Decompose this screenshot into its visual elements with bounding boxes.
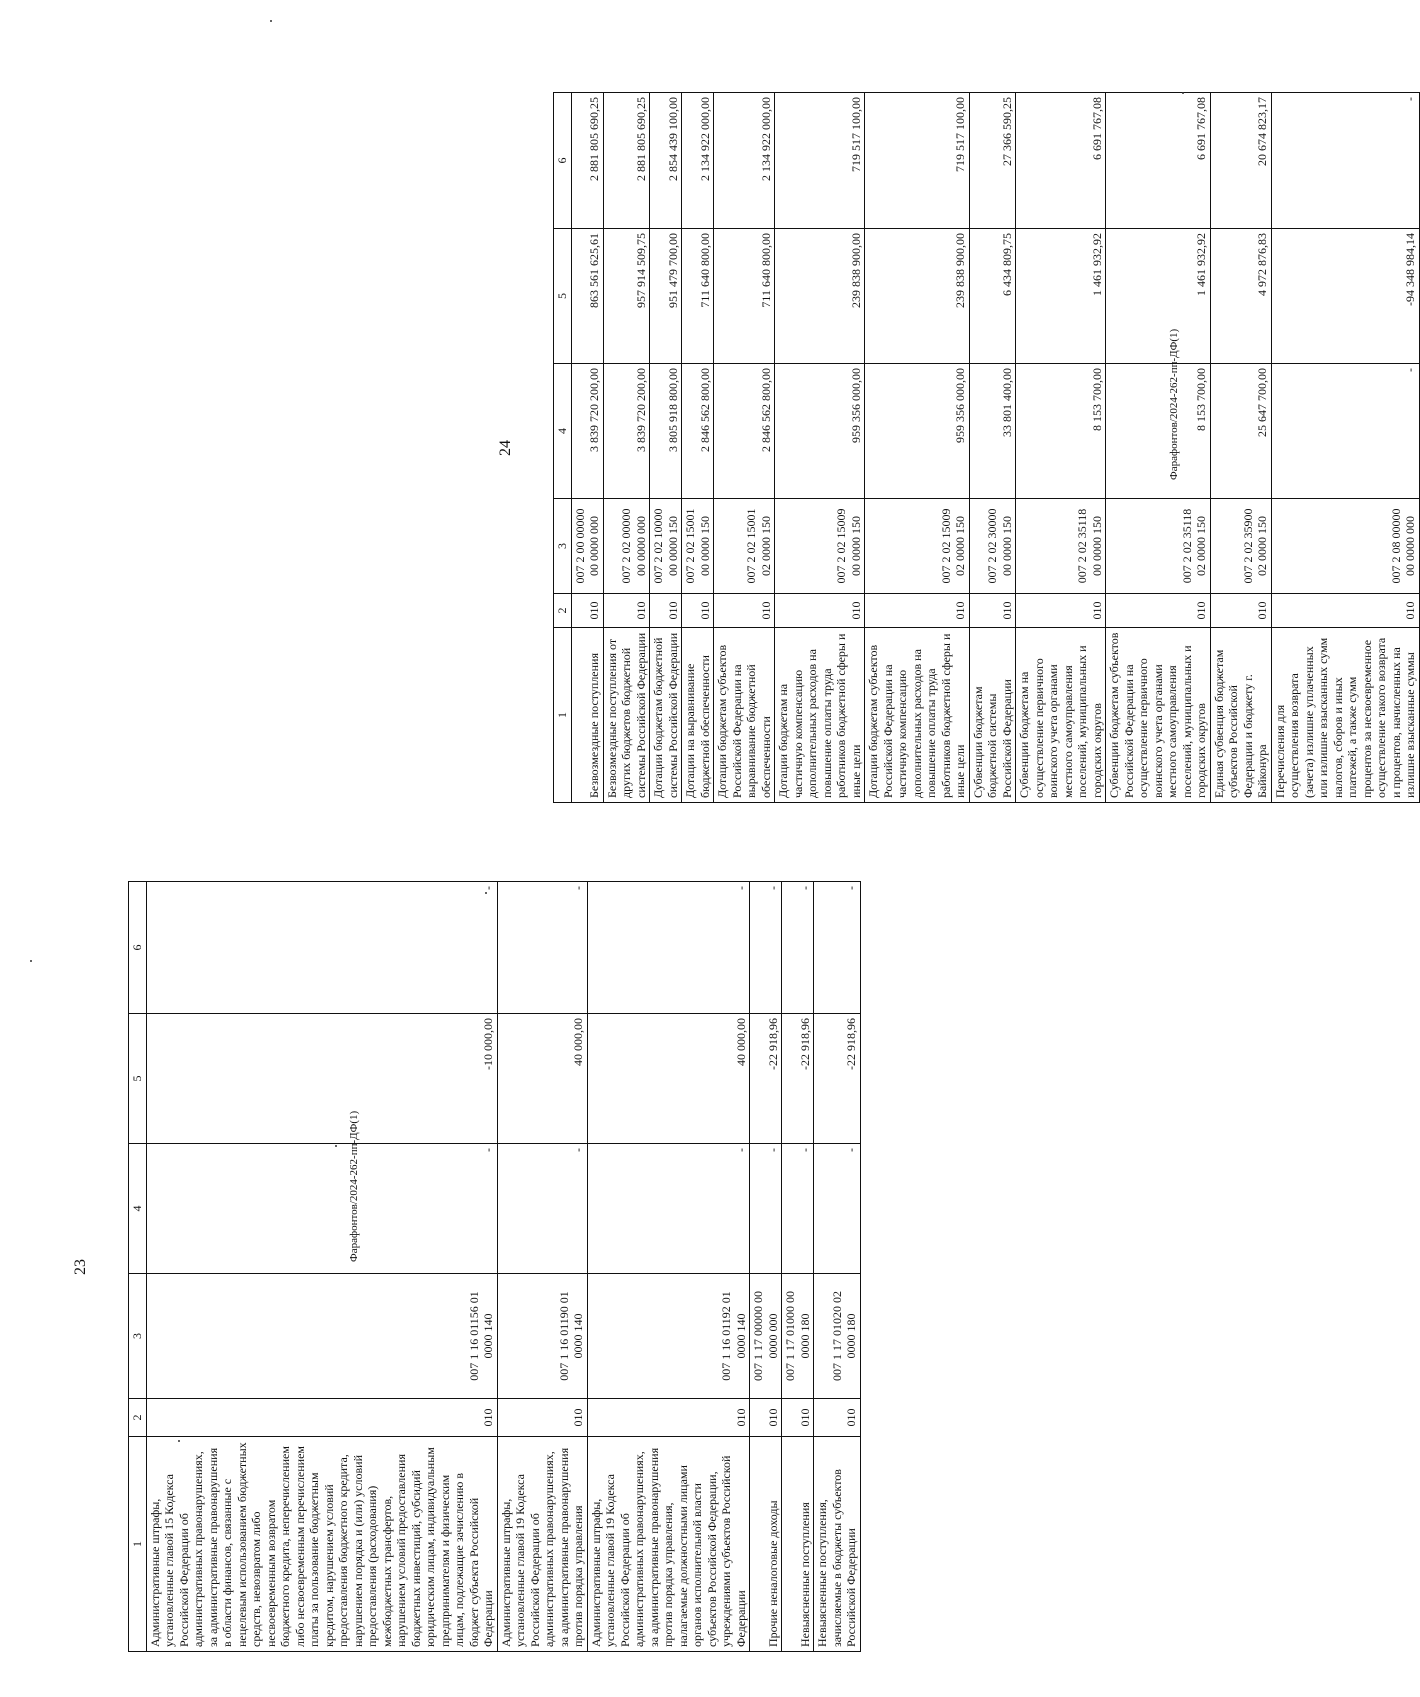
row-prev: 719 517 100,00 [775, 93, 865, 229]
scan-speck [335, 1145, 337, 1147]
col-header: 5 [554, 229, 572, 364]
row-name: Субвенции бюджетам на осуществление первичного воинского учета органами местного самоуправления поселений, муниципальных и городских округов [1016, 628, 1106, 803]
row-executed: 239 838 900,00 [775, 229, 865, 364]
document-footer: Фарафонтов/2024-262-пп-ДФ(1) [1168, 328, 1180, 480]
row-code: 010 [714, 594, 775, 628]
row-executed: 951 479 700,00 [650, 229, 682, 364]
row-prev: 2 881 805 690,25 [603, 93, 650, 229]
row-plan: 959 356 000,00 [865, 364, 970, 499]
row-name: Дотации на выравнивание бюджетной обеспеченности [682, 628, 714, 803]
page-24 [497, 93, 1420, 803]
col-header: 4 [554, 364, 572, 499]
table-row [146, 882, 497, 1652]
col-header: 1 [129, 1437, 147, 1652]
row-executed: 1 461 932,92 [1016, 229, 1106, 364]
scan-speck [485, 892, 487, 894]
row-executed: 863 561 625,61 [571, 229, 603, 364]
row-plan: 25 647 700,00 [1210, 364, 1271, 499]
row-prev: - [814, 882, 861, 1014]
row-kbk: 007 1 16 01190 01 0000 140 [497, 1274, 587, 1399]
col-header: 3 [129, 1274, 147, 1399]
row-name: Безвозмездные поступления от других бюджетов бюджетной системы Российской Федерации [603, 628, 650, 803]
row-executed: 239 838 900,00 [865, 229, 970, 364]
row-kbk: 007 2 08 00000 00 0000 000 [1271, 499, 1419, 594]
row-prev: 6 691 767,08 [1016, 93, 1106, 229]
table-row [782, 882, 814, 1652]
row-executed: -10 000,00 [146, 1014, 497, 1144]
row-name: Субвенции бюджетам бюджетной системы Российской Федерации [969, 628, 1016, 803]
row-plan: 3 839 720 200,00 [571, 364, 603, 499]
table-row [1271, 93, 1419, 803]
row-code: 010 [603, 594, 650, 628]
row-code: 010 [750, 1399, 782, 1437]
row-name: Дотации бюджетам на частичную компенсацию дополнительных расходов на повышение оплаты труда работников бюджетной сферы и иные цели [775, 628, 865, 803]
row-prev: 2 881 805 690,25 [571, 93, 603, 229]
page-number: 23 [72, 1259, 89, 1275]
scan-speck [270, 20, 272, 22]
row-code: 010 [1106, 594, 1211, 628]
row-code: 010 [865, 594, 970, 628]
row-prev: - [587, 882, 750, 1014]
row-prev: - [146, 882, 497, 1014]
table-row [969, 93, 1016, 803]
row-executed: 40 000,00 [587, 1014, 750, 1144]
table-row [1210, 93, 1271, 803]
row-code: 010 [775, 594, 865, 628]
page-23 [72, 882, 861, 1652]
row-name: Единая субвенция бюджетам субъектов Российской Федерации и бюджету г. Байконура [1210, 628, 1271, 803]
col-header: 6 [129, 882, 147, 1014]
row-prev: 6 691 767,08 [1106, 93, 1211, 229]
row-code: 010 [969, 594, 1016, 628]
row-prev: 20 674 823,17 [1210, 93, 1271, 229]
row-kbk: 007 2 02 15001 00 0000 150 [682, 499, 714, 594]
col-header: 1 [554, 628, 572, 803]
row-name: Перечисления для осуществления возврата (зачета) излишне уплаченных или излишне взысканных сумм налогов, сборов и иных платежей, а также сумм процентов за несвоевременное осуществление такого возврата и процентов, начисленных на излишне взысканные суммы [1271, 628, 1419, 803]
row-plan: - [750, 1144, 782, 1274]
scan-speck [30, 960, 32, 962]
col-header: 2 [129, 1399, 147, 1437]
row-executed: 711 640 800,00 [714, 229, 775, 364]
row-kbk: 007 2 02 00000 00 0000 000 [603, 499, 650, 594]
table-row [571, 93, 603, 803]
row-name: Дотации бюджетам бюджетной системы Российской Федерации [650, 628, 682, 803]
row-plan: - [587, 1144, 750, 1274]
table-row [1106, 93, 1211, 803]
row-executed: -94 348 984,14 [1271, 229, 1419, 364]
row-name: Дотации бюджетам субъектов Российской Федерации на частичную компенсацию дополнительных расходов на повышение оплаты труда работников бюджетной сферы и иные цели [865, 628, 970, 803]
revenue-table [553, 92, 1420, 803]
table-row [650, 93, 682, 803]
row-kbk: 007 1 17 01000 00 0000 180 [782, 1274, 814, 1399]
row-prev: 2 854 439 100,00 [650, 93, 682, 229]
row-plan: 8 153 700,00 [1016, 364, 1106, 499]
row-plan: 33 801 400,00 [969, 364, 1016, 499]
row-executed: -22 918,96 [814, 1014, 861, 1144]
row-plan: - [146, 1144, 497, 1274]
row-plan: 2 846 562 800,00 [682, 364, 714, 499]
row-code: 010 [587, 1399, 750, 1437]
scan-speck [178, 1440, 180, 1442]
col-header: 3 [554, 499, 572, 594]
row-kbk: 007 2 02 15009 00 0000 150 [775, 499, 865, 594]
table-row [714, 93, 775, 803]
row-name: Невыясненные поступления [782, 1437, 814, 1652]
row-plan: 3 839 720 200,00 [603, 364, 650, 499]
row-name: Административные штрафы, установленные главой 19 Кодекса Российской Федерации об административных правонарушениях, за административные правонарушения против порядка управления [497, 1437, 587, 1652]
row-kbk: 007 2 02 35118 02 0000 150 [1106, 499, 1211, 594]
table-row [603, 93, 650, 803]
table-row [775, 93, 865, 803]
row-plan: 3 805 918 800,00 [650, 364, 682, 499]
document-footer: Фарафонтов/2024-262-пп-ДФ(1) [348, 1110, 360, 1262]
row-kbk: 007 1 16 01192 01 0000 140 [587, 1274, 750, 1399]
row-kbk: 007 2 02 35118 00 0000 150 [1016, 499, 1106, 594]
row-executed: 6 434 809,75 [969, 229, 1016, 364]
row-name: Невыясненные поступления, зачисляемые в бюджеты субъектов Российской Федерации [814, 1437, 861, 1652]
row-kbk: 007 2 02 15001 02 0000 150 [714, 499, 775, 594]
row-name: Субвенции бюджетам субъектов Российской Федерации на осуществление первичного воинского учета органами местного самоуправления поселений, муниципальных и городских округов [1106, 628, 1211, 803]
table-row [814, 882, 861, 1652]
row-executed: 40 000,00 [497, 1014, 587, 1144]
table-row [682, 93, 714, 803]
table-row [497, 882, 587, 1652]
table-header-row [554, 93, 572, 803]
row-kbk: 007 2 02 10000 00 0000 150 [650, 499, 682, 594]
page-number: 24 [497, 440, 514, 456]
row-kbk: 007 1 17 01020 02 0000 180 [814, 1274, 861, 1399]
row-prev: - [497, 882, 587, 1014]
row-plan: 2 846 562 800,00 [714, 364, 775, 499]
row-code: 010 [814, 1399, 861, 1437]
row-kbk: 007 2 00 00000 00 0000 000 [571, 499, 603, 594]
table-row [865, 93, 970, 803]
row-name: Прочие неналоговые доходы [750, 1437, 782, 1652]
row-prev: - [782, 882, 814, 1014]
row-code: 010 [1210, 594, 1271, 628]
row-plan: - [814, 1144, 861, 1274]
row-kbk: 007 2 02 35900 02 0000 150 [1210, 499, 1271, 594]
row-name: Административные штрафы, установленные главой 19 Кодекса Российской Федерации об административных правонарушениях, за административные правонарушения против порядка управления, налагаемые должностными лицами органов исполнительной власти субъектов Российской Федерации, учреждениями субъектов Российской Федерации [587, 1437, 750, 1652]
revenue-table [128, 881, 861, 1652]
row-kbk: 007 2 02 30000 00 0000 150 [969, 499, 1016, 594]
row-kbk: 007 2 02 15009 02 0000 150 [865, 499, 970, 594]
row-plan: - [782, 1144, 814, 1274]
row-kbk: 007 1 16 01156 01 0000 140 [146, 1274, 497, 1399]
row-plan: 8 153 700,00 [1106, 364, 1211, 499]
row-code: 010 [682, 594, 714, 628]
row-executed: 1 461 932,92 [1106, 229, 1211, 364]
row-name: Административные штрафы, установленные главой 15 Кодекса Российской Федерации об административных правонарушениях, за административные правонарушения в области финансов, связанные с нецелевым использованием бюджетных средств, невозвратом либо несвоевременным возвратом бюджетного кредита, неперечислением либо несвоевременным перечислением платы за пользование бюджетным кредитом, нарушением условий предоставления бюджетного кредита, нарушением порядка и (или) условий предоставления (расходования) межбюджетных трансфертов, нарушением условий предоставления бюджетных инвестиций, субсидий юридическим лицам, индивидуальным предпринимателям и физическим лицам, подлежащие зачислению в бюджет субъекта Российской Федерации [146, 1437, 497, 1652]
table-row [1016, 93, 1106, 803]
row-executed: 711 640 800,00 [682, 229, 714, 364]
table-row [587, 882, 750, 1652]
row-code: 010 [1016, 594, 1106, 628]
col-header: 6 [554, 93, 572, 229]
row-code: 010 [146, 1399, 497, 1437]
row-plan: - [497, 1144, 587, 1274]
row-code: 010 [1271, 594, 1419, 628]
col-header: 4 [129, 1144, 147, 1274]
row-executed: 4 972 876,83 [1210, 229, 1271, 364]
row-name: Безвозмездные поступления [571, 628, 603, 803]
col-header: 2 [554, 594, 572, 628]
row-prev: 2 134 922 000,00 [682, 93, 714, 229]
row-prev: 27 366 590,25 [969, 93, 1016, 229]
row-prev: 719 517 100,00 [865, 93, 970, 229]
row-plan: 959 356 000,00 [775, 364, 865, 499]
row-prev: - [750, 882, 782, 1014]
row-executed: -22 918,96 [750, 1014, 782, 1144]
row-kbk: 007 1 17 00000 00 0000 000 [750, 1274, 782, 1399]
row-code: 010 [650, 594, 682, 628]
row-executed: -22 918,96 [782, 1014, 814, 1144]
row-code: 010 [782, 1399, 814, 1437]
row-executed: 957 914 509,75 [603, 229, 650, 364]
row-code: 010 [571, 594, 603, 628]
table-header-row [129, 882, 147, 1652]
row-plan: - [1271, 364, 1419, 499]
row-code: 010 [497, 1399, 587, 1437]
col-header: 5 [129, 1014, 147, 1144]
row-name: Дотации бюджетам субъектов Российской Федерации на выравнивание бюджетной обеспеченности [714, 628, 775, 803]
row-prev: - [1271, 93, 1419, 229]
row-prev: 2 134 922 000,00 [714, 93, 775, 229]
scan-speck [1182, 92, 1184, 94]
table-row [750, 882, 782, 1652]
